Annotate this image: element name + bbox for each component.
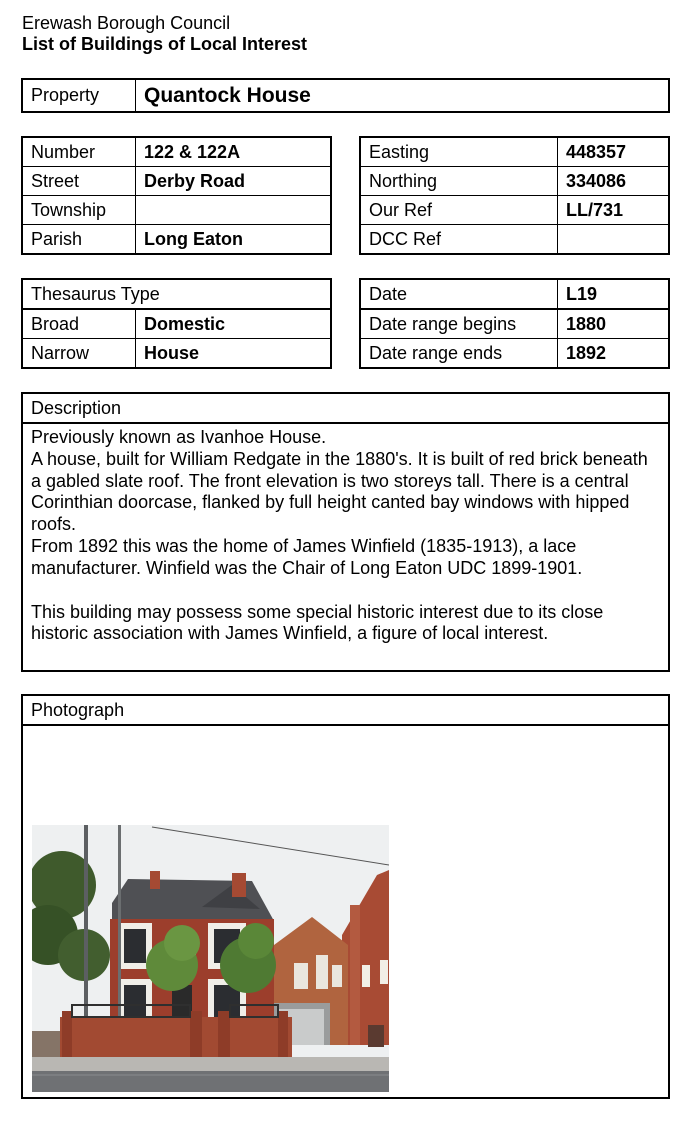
house-photo [32, 825, 389, 1092]
dcc-ref-label: DCC Ref [360, 225, 558, 255]
narrow-value: House [136, 339, 332, 369]
date-begins-value: 1880 [558, 309, 670, 339]
property-table [21, 78, 670, 113]
our-ref-value: LL/731 [558, 196, 670, 225]
table-row [360, 137, 669, 167]
our-ref-label: Our Ref [360, 196, 558, 225]
description-box [21, 392, 670, 672]
description-closing: This building may possess some special historic interest due to its close historic association with James Winfield, a figure of local interest. [31, 601, 604, 644]
council-name: Erewash Borough Council [22, 13, 231, 33]
dcc-ref-value [558, 225, 670, 255]
parish-label: Parish [22, 225, 136, 255]
date-value: L19 [558, 279, 670, 309]
date-begins-label: Date range begins [360, 309, 558, 339]
broad-label: Broad [22, 309, 136, 339]
table-row [360, 309, 669, 339]
table-row [22, 339, 331, 369]
table-row [360, 167, 669, 196]
thesaurus-table [21, 278, 332, 369]
description-line: A house, built for William Redgate in the 1880's. It is built of red brick beneath a gabled slate roof. The front elevation is two storeys tall. There is a central Corinthian doorcase, flanked by full height canted bay windows with hipped roofs. [31, 448, 648, 535]
dates-table [359, 278, 670, 369]
table-row [22, 225, 331, 255]
thesaurus-header: Thesaurus Type [22, 279, 331, 309]
date-ends-label: Date range ends [360, 339, 558, 369]
property-label: Property [22, 79, 136, 112]
township-label: Township [22, 196, 136, 225]
table-row [22, 137, 331, 167]
table-row [22, 167, 331, 196]
easting-value: 448357 [558, 137, 670, 167]
description-text [23, 424, 668, 648]
table-row [360, 339, 669, 369]
photograph-image [32, 825, 389, 1092]
broad-value: Domestic [136, 309, 332, 339]
easting-label: Easting [360, 137, 558, 167]
table-row [360, 279, 669, 309]
table-row [360, 196, 669, 225]
table-row [360, 225, 669, 255]
description-line: From 1892 this was the home of James Winfield (1835-1913), a lace manufacturer. Winfield was the Chair of Long Eaton UDC 1899-1901. [31, 535, 583, 578]
date-ends-value: 1892 [558, 339, 670, 369]
grid-ref-table [359, 136, 670, 255]
description-line: Previously known as Ivanhoe House. [31, 427, 327, 447]
table-row [22, 196, 331, 225]
list-title: List of Buildings of Local Interest [22, 34, 308, 54]
property-value: Quantock House [136, 79, 670, 112]
table-row [22, 309, 331, 339]
location-table [21, 136, 332, 255]
number-label: Number [22, 137, 136, 167]
northing-label: Northing [360, 167, 558, 196]
photograph-label: Photograph [23, 696, 668, 726]
street-label: Street [22, 167, 136, 196]
parish-value: Long Eaton [136, 225, 332, 255]
photograph-box [21, 694, 670, 1099]
description-label: Description [23, 394, 668, 424]
street-value: Derby Road [136, 167, 332, 196]
table-row [22, 279, 331, 309]
number-value: 122 & 122A [136, 137, 332, 167]
township-value [136, 196, 332, 225]
narrow-label: Narrow [22, 339, 136, 369]
date-label: Date [360, 279, 558, 309]
northing-value: 334086 [558, 167, 670, 196]
